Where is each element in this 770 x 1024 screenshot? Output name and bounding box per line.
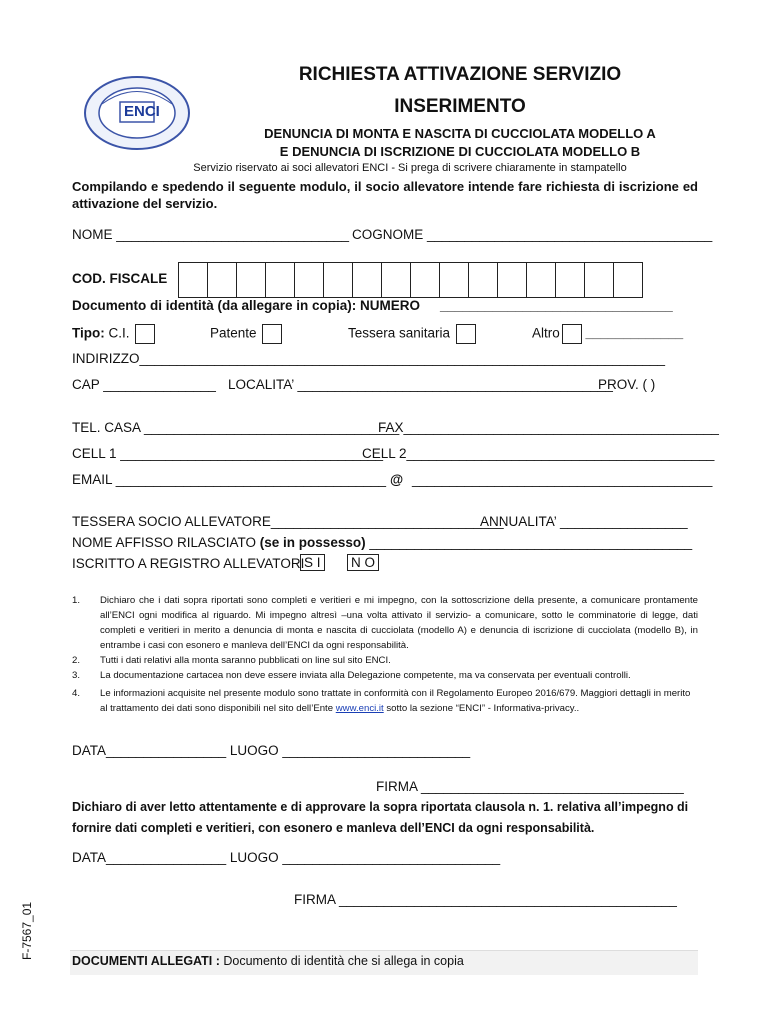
logo-center-text: ENCI bbox=[124, 103, 160, 120]
ci-checkbox[interactable] bbox=[135, 324, 155, 344]
allegati-row bbox=[72, 954, 464, 968]
patente-label: Patente bbox=[210, 325, 257, 341]
clause-3-text: La documentazione cartacea non deve essere inviata alla Delegazione competente, ma va conservata per eventuali controlli. bbox=[100, 670, 631, 681]
si-option[interactable]: S I bbox=[300, 554, 325, 571]
tel-casa-field[interactable]: TEL. CASA __________________________________ bbox=[72, 420, 400, 435]
tipo-label: Tipo: bbox=[72, 325, 105, 341]
tipo-row bbox=[72, 324, 155, 344]
localita-field[interactable]: LOCALITA’ __________________________________________ bbox=[228, 377, 613, 392]
affisso-label: NOME AFFISSO RILASCIATO bbox=[72, 535, 260, 550]
clause-4-text: Le informazioni acquisite nel presente modulo sono trattate in conformità con il Regolamento Europeo 2016/679. Maggiori dettagli in merito al trattamento dei dati sono disponibili nel sito dell’Ente www.enci.it sotto la sezione “ENCI” - Informativa-privacy.. bbox=[100, 688, 691, 714]
at-symbol: @ bbox=[390, 472, 404, 487]
intro-text: Compilando e spedendo il seguente modulo, il socio allevatore intende fare richiesta di iscrizione ed attivazione del servizio. bbox=[72, 179, 698, 211]
altro-checkbox[interactable] bbox=[562, 324, 582, 344]
cod-fiscale-label: COD. FISCALE bbox=[72, 271, 168, 286]
allegati-text: Documento di identità che si allega in copia bbox=[219, 954, 464, 968]
affisso-line[interactable]: ___________________________________________ bbox=[365, 535, 693, 550]
clause-2: 2. Tutti i dati relativi alla monta saranno pubblicati on line sul sito ENCI. bbox=[72, 655, 391, 666]
cognome-field[interactable]: COGNOME ______________________________________ bbox=[352, 227, 713, 242]
documento-number-field[interactable]: _______________________________ bbox=[440, 298, 673, 313]
cap-field[interactable]: CAP _______________ bbox=[72, 377, 216, 392]
email-field[interactable]: EMAIL ____________________________________ bbox=[72, 472, 387, 487]
nome-field[interactable]: NOME _______________________________ bbox=[72, 227, 350, 242]
altro-line[interactable]: _____________ bbox=[585, 325, 684, 341]
form-code: F-7567_01 bbox=[20, 901, 34, 960]
subtitle-line-1: DENUNCIA DI MONTA E NASCITA DI CUCCIOLATA MODELLO A bbox=[264, 126, 656, 141]
altro-option bbox=[532, 324, 683, 344]
registro-label: ISCRITTO A REGISTRO ALLEVATORI bbox=[72, 556, 305, 571]
clause-2-text: Tutti i dati relativi alla monta saranno pubblicati on line sul sito ENCI. bbox=[100, 655, 391, 666]
firma-1[interactable]: FIRMA ___________________________________ bbox=[376, 779, 684, 794]
altro-label: Altro bbox=[532, 325, 560, 341]
enci-link[interactable]: www.enci.it bbox=[335, 703, 384, 714]
no-option[interactable]: N O bbox=[347, 554, 379, 571]
title-line-2: INSERIMENTO bbox=[394, 96, 526, 117]
service-note: Servizio riservato ai soci allevatori ENCI - Si prega di scrivere chiaramente in stampatello bbox=[193, 162, 627, 174]
enci-logo bbox=[82, 74, 192, 152]
fax-field[interactable]: FAX__________________________________________ bbox=[378, 420, 719, 435]
title-line-1: RICHIESTA ATTIVAZIONE SERVIZIO bbox=[298, 64, 622, 85]
indirizzo-field[interactable]: INDIRIZZO______________________________________________________________________ bbox=[72, 351, 666, 366]
data-luogo-2[interactable]: DATA________________ LUOGO _____________________________ bbox=[72, 850, 501, 865]
cell2-field[interactable]: CELL 2_________________________________________ bbox=[362, 446, 715, 461]
allegati-label: DOCUMENTI ALLEGATI : bbox=[72, 954, 220, 968]
clause-1-text: Dichiaro che i dati sopra riportati sono completi e veritieri e mi impegno, con la sottoscrizione della presente, a comunicare prontamente all’ENCI ogni modifica al riguardo. Mi impegno altresì –una volta attivato il servizio- a comunicare, sotto le comminatorie di legge, dati completi e veritieri in merito a denuncia di monta e nascita di cucciolata (modello A) e denuncia di iscrizione di cucciolata (modello B), in entrambe i casi con esonero e manleva dell’ENCI da ogni responsabilità. bbox=[100, 595, 698, 651]
subtitle-line-2: E DENUNCIA DI ISCRIZIONE DI CUCCIOLATA MODELLO B bbox=[279, 144, 641, 159]
affisso-note: (se in possesso) bbox=[259, 535, 366, 550]
data-luogo-1[interactable]: DATA________________ LUOGO _________________________ bbox=[72, 743, 471, 758]
cell1-field[interactable]: CELL 1 ___________________________________ bbox=[72, 446, 384, 461]
clauses-list bbox=[72, 593, 698, 716]
tessera-socio-field[interactable]: TESSERA SOCIO ALLEVATORE_______________________________ bbox=[72, 514, 504, 529]
clause-3: 3. La documentazione cartacea non deve essere inviata alla Delegazione competente, ma va conservata per eventuali controlli. bbox=[72, 670, 631, 681]
patente-option bbox=[210, 324, 282, 344]
tessera-checkbox[interactable] bbox=[456, 324, 476, 344]
tipo-ci-label: C.I. bbox=[108, 325, 130, 341]
tessera-option bbox=[348, 324, 476, 344]
patente-checkbox[interactable] bbox=[262, 324, 282, 344]
declaration: Dichiaro di aver letto attentamente e di approvare la sopra riportata clausola n. 1. relativa all’impegno di fornire dati completi e veritieri, con esonero e manleva dell’ENCI da ogni responsabilità. bbox=[72, 800, 689, 835]
annualita-field[interactable]: ANNUALITA’ _________________ bbox=[480, 514, 688, 529]
affisso-row[interactable] bbox=[72, 535, 692, 550]
clause-4: 4. Le informazioni acquisite nel presente modulo sono trattate in conformità con il Regolamento Europeo 2016/679. Maggiori dettagli in merito al trattamento dei dati sono disponibili nel sito dell’Ente www.enci.it sotto la sezione “ENCI” - Informativa-privacy.. bbox=[72, 686, 698, 716]
tessera-label: Tessera sanitaria bbox=[348, 325, 451, 341]
firma-2[interactable]: FIRMA _____________________________________________ bbox=[294, 892, 677, 907]
clause-1: 1. Dichiaro che i dati sopra riportati sono completi e veritieri e mi impegno, con la sottoscrizione della presente, a comunicare prontamente all’ENCI ogni modifica al riguardo. Mi impegno altresì –una volta attivato il servizio- a comunicare, sotto le comminatorie di legge, dati completi e veritieri in merito a denuncia di monta e nascita di cucciolata (modello A) e denuncia di iscrizione di cucciolata (modello B), in entrambe i casi con esonero e manleva dell’ENCI da ogni responsabilità. bbox=[72, 595, 698, 651]
documento-label: Documento di identità (da allegare in copia): NUMERO bbox=[72, 298, 421, 313]
email-domain-field[interactable]: ________________________________________ bbox=[412, 472, 713, 487]
prov-field[interactable]: PROV. ( ) bbox=[598, 377, 656, 392]
cod-fiscale-cells[interactable] bbox=[178, 262, 643, 298]
